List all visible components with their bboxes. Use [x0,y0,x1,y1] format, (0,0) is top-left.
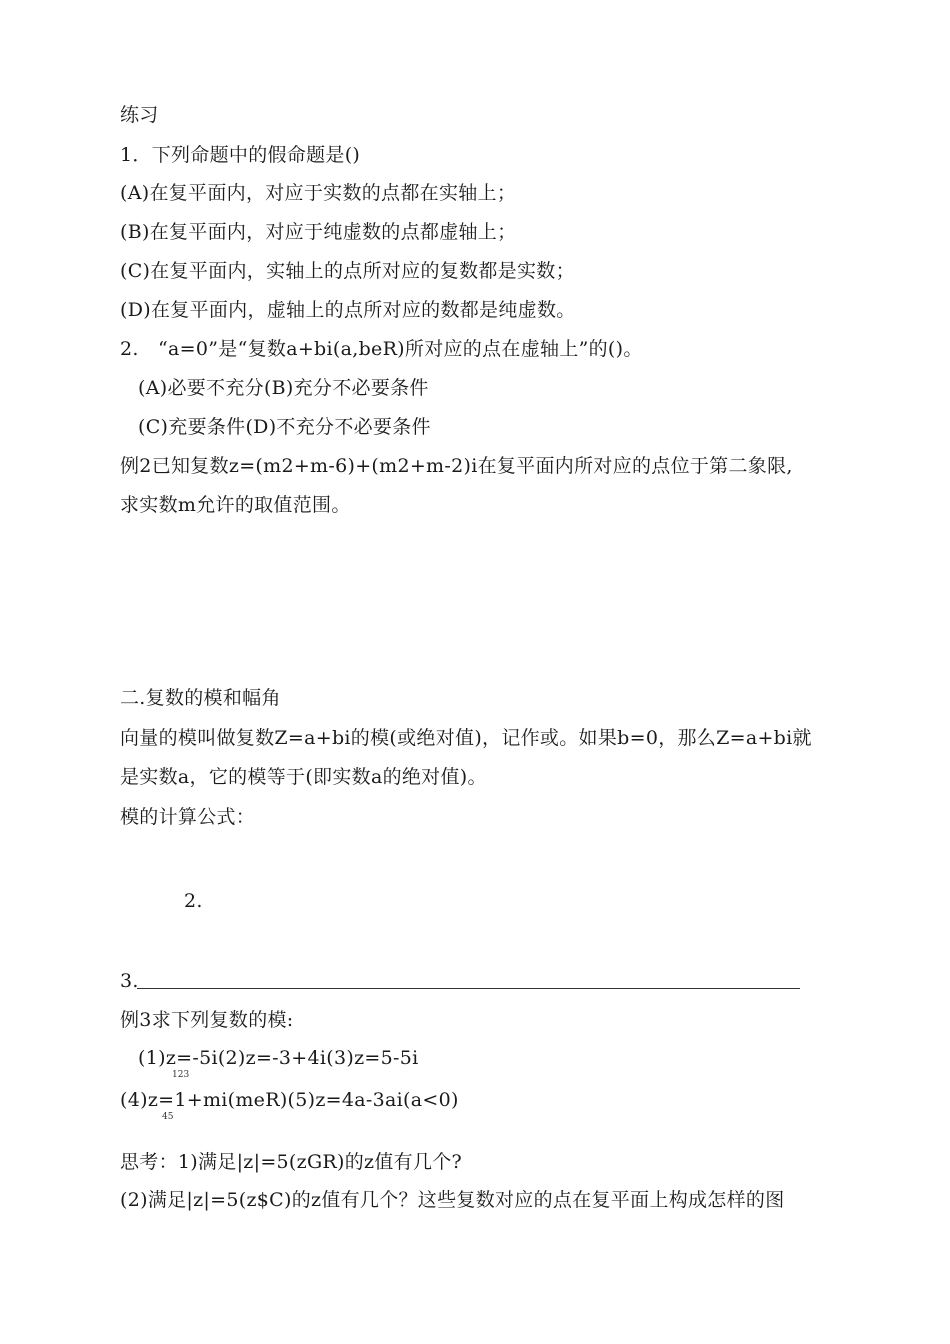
question-1-option-a: (A)在复平面内，对应于实数的点都在实轴上； [120,182,517,204]
question-2-options-line1: (A)必要不充分(B)充分不必要条件 [138,377,429,399]
formula-item-3: 3. [120,970,139,992]
modulus-section-heading: 二.复数的模和幅角 [120,687,281,709]
example-3-row1-subscripts: 123 [172,1070,190,1080]
question-1-option-d: (D)在复平面内，虚轴上的点所对应的数都是纯虚数。 [120,299,576,321]
modulus-paragraph-line1: 向量的模叫做复数Z=a+bi的模(或绝对值)，记作或。如果b=0，那么Z=a+bi就 [120,727,812,749]
modulus-formula-label: 模的计算公式： [120,806,256,828]
question-1-option-c: (C)在复平面内，实轴上的点所对应的复数都是实数； [120,260,575,282]
think-line1: 思考：1)满足|z|=5(zGR)的z值有几个? [120,1151,463,1173]
question-2-stem: 2. “a=0”是“复数a+bi(a,beR)所对应的点在虚轴上”的()。 [120,338,643,360]
question-1-option-b: (B)在复平面内，对应于纯虚数的点都虚轴上； [120,221,517,243]
example-3-heading: 例3求下列复数的模: [120,1009,294,1031]
example-2-line2: 求实数m允许的取值范围。 [120,494,351,516]
question-2-options-line2: (C)充要条件(D)不充分不必要条件 [138,416,431,438]
example-3-row1: (1)z=-5i(2)z=-3+4i(3)z=5-5i [138,1047,419,1069]
practice-heading: 练习 [120,104,159,126]
think-line2: (2)满足|z|=5(z$C)的z值有几个？这些复数对应的点在复平面上构成怎样的图 [120,1189,785,1211]
example-3-row2: (4)z=1+mi(meR)(5)z=4a-3ai(a<0) [120,1089,459,1111]
fill-in-blank-line [137,988,800,989]
example-3-row2-subscripts: 45 [162,1112,174,1122]
formula-item-2: 2. [184,890,203,912]
example-2-line1: 例2已知复数z=(m2+m-6)+(m2+m-2)i在复平面内所对应的点位于第二象限, [120,455,793,477]
question-1-stem: 1．下列命题中的假命题是() [120,144,361,166]
modulus-paragraph-line2: 是实数a，它的模等于(即实数a的绝对值)。 [120,766,487,788]
